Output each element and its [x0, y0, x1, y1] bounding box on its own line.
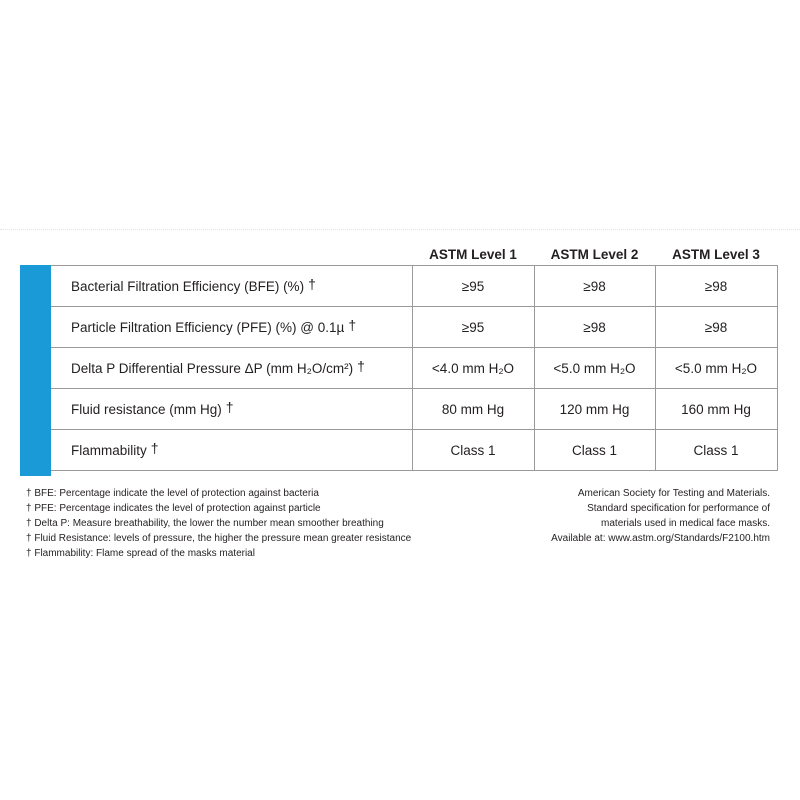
table-cell: <4.0 mm H₂O: [412, 348, 534, 389]
table-cell: 120 mm Hg: [534, 389, 655, 430]
table-cell: <5.0 mm H₂O: [534, 348, 655, 389]
source-line: materials used in medical face masks.: [601, 518, 770, 529]
footnote-pfe: † PFE: Percentage indicates the level of protection against particle: [26, 503, 321, 514]
table-cell: Class 1: [412, 430, 534, 471]
table-row: [51, 389, 777, 430]
table-row: [51, 307, 777, 348]
astm-spec-table: [51, 265, 778, 471]
row-label: Bacterial Filtration Efficiency (BFE) (%): [71, 279, 305, 294]
table-cell: ≥95: [412, 307, 534, 348]
table-cell: <5.0 mm H₂O: [655, 348, 777, 389]
table-cell: ≥98: [655, 266, 777, 307]
table-cell: Class 1: [534, 430, 655, 471]
row-label-cell: [51, 266, 412, 307]
table-cell: ≥98: [655, 307, 777, 348]
dagger-mark: †: [308, 276, 316, 292]
footnotes: [26, 486, 411, 561]
source-line: American Society for Testing and Materials.: [577, 488, 770, 499]
footnote-delta-p: † Delta P: Measure breathability, the lower the number mean smoother breathing: [26, 518, 384, 529]
dotted-divider: [0, 229, 800, 230]
row-label: Particle Filtration Efficiency (PFE) (%) @ 0.1µ: [71, 320, 345, 335]
column-header-level-1: ASTM Level 1: [429, 247, 517, 262]
source-citation: [510, 486, 770, 546]
footnote-flammability: † Flammability: Flame spread of the masks material: [26, 548, 255, 559]
row-label: Flammability: [71, 443, 147, 458]
row-label: Delta P Differential Pressure ΔP (mm H₂O/cm²): [71, 361, 354, 376]
dagger-mark: †: [348, 317, 357, 333]
table-row: [51, 430, 777, 471]
row-label-cell: [51, 348, 412, 389]
table-row: [51, 348, 777, 389]
row-label-cell: [51, 307, 412, 348]
table-cell: 160 mm Hg: [655, 389, 777, 430]
column-header-level-3: ASTM Level 3: [672, 247, 760, 262]
table-cell: ≥98: [534, 307, 655, 348]
row-label-cell: [51, 430, 412, 471]
dagger-mark: †: [225, 399, 234, 415]
column-header-level-2: ASTM Level 2: [550, 247, 639, 262]
accent-bar: [20, 265, 51, 476]
footnote-bfe: † BFE: Percentage indicate the level of protection against bacteria: [26, 488, 319, 499]
footnote-fluid-resistance: † Fluid Resistance: levels of pressure, the higher the pressure mean greater resistance: [26, 533, 412, 544]
table-cell: ≥98: [534, 266, 655, 307]
table-cell: ≥95: [412, 266, 534, 307]
table-row: [51, 266, 777, 307]
source-line: Standard specification for performance of: [587, 503, 770, 514]
table-cell: Class 1: [655, 430, 777, 471]
row-label-cell: [51, 389, 412, 430]
source-url-line: Available at: www.astm.org/Standards/F2100.htm: [551, 533, 770, 544]
dagger-mark: †: [150, 440, 159, 456]
row-label: Fluid resistance (mm Hg): [71, 402, 222, 417]
table-cell: 80 mm Hg: [412, 389, 534, 430]
dagger-mark: †: [357, 358, 365, 374]
